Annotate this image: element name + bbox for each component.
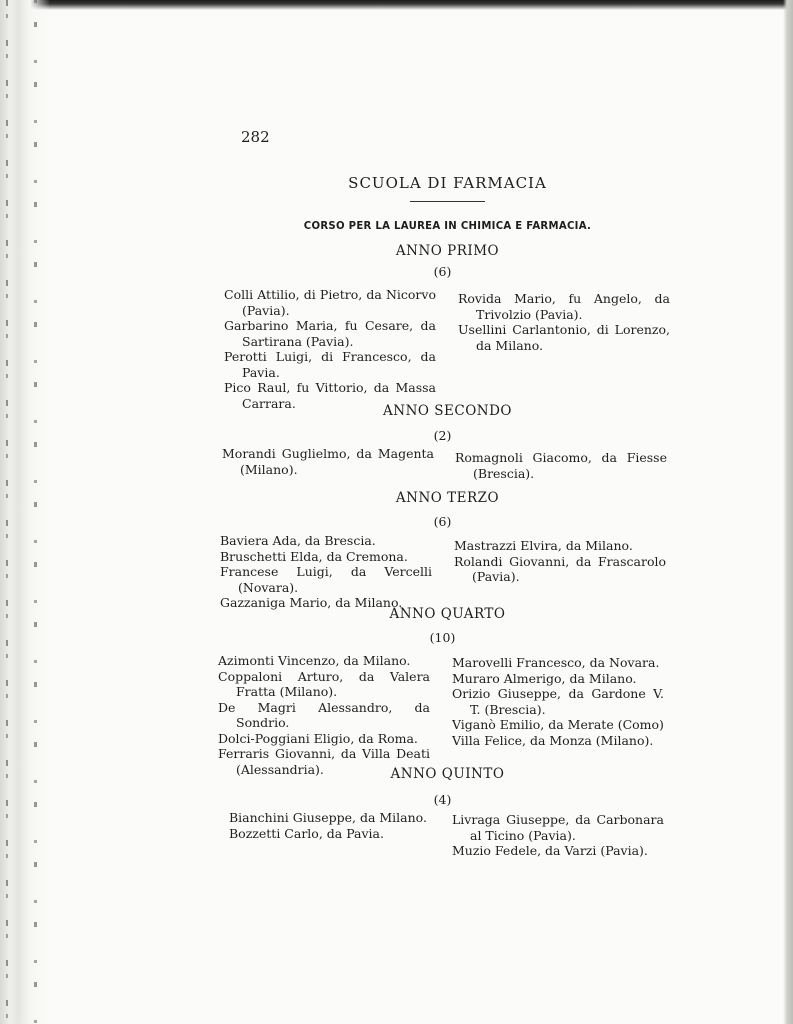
student-entry: Dolci-Poggiani Eligio, da Roma. bbox=[218, 730, 418, 746]
student-entry: Mastrazzi Elvira, da Milano. bbox=[454, 538, 633, 553]
student-entry: Bozzetti Carlo, da Pavia. bbox=[229, 825, 384, 841]
scan-binding-edge bbox=[0, 0, 50, 1024]
student-entry: Morandi Guglielmo, da Magenta (Milano). bbox=[222, 446, 434, 477]
year-heading-quarto: ANNO QUARTO bbox=[389, 606, 506, 622]
year-heading-terzo: ANNO TERZO bbox=[395, 490, 500, 506]
student-entry: Colli Attilio, di Pietro, da Nicorvo (Pavia). bbox=[224, 287, 436, 318]
year-heading-quinto: ANNO QUINTO bbox=[390, 766, 505, 782]
year-quinto-right-column bbox=[452, 812, 664, 859]
student-entry: Marovelli Francesco, da Novara. bbox=[452, 655, 660, 670]
year-count-quarto: (10) bbox=[429, 630, 456, 645]
page-number: 282 bbox=[241, 128, 270, 146]
section-title: SCUOLA DI FARMACIA bbox=[348, 174, 547, 192]
student-entry: Bianchini Giuseppe, da Milano. bbox=[229, 810, 427, 825]
student-entry: Usellini Carlantonio, di Lorenzo, da Milano. bbox=[458, 322, 670, 353]
year-quarto-left-column bbox=[218, 653, 430, 777]
course-title: CORSO PER LA LAUREA IN CHIMICA E FARMACIA. bbox=[303, 219, 592, 232]
year-primo-right-column bbox=[458, 291, 670, 353]
year-count-terzo: (6) bbox=[433, 514, 452, 529]
title-divider bbox=[410, 201, 485, 202]
year-count-secondo: (2) bbox=[433, 428, 452, 443]
student-entry: Bruschetti Elda, da Cremona. bbox=[220, 548, 408, 564]
student-entry: Francese Luigi, da Vercelli (Novara). bbox=[220, 564, 432, 595]
student-entry: Perotti Luigi, di Francesco, da Pavia. bbox=[224, 349, 436, 380]
student-entry: Pico Raul, fu Vittorio, da Massa Carrara. bbox=[224, 380, 436, 411]
student-entry: Garbarino Maria, fu Cesare, da Sartirana (Pavia). bbox=[224, 318, 436, 349]
student-entry: Rolandi Giovanni, da Frascarolo (Pavia). bbox=[454, 553, 666, 584]
student-entry: Muzio Fedele, da Varzi (Pavia). bbox=[452, 843, 648, 858]
student-entry: Baviera Ada, da Brescia. bbox=[220, 533, 376, 548]
year-heading-secondo: ANNO SECONDO bbox=[383, 403, 512, 419]
student-entry: Rovida Mario, fu Angelo, da Trivolzio (Pavia). bbox=[458, 291, 670, 322]
student-entry: Muraro Almerigo, da Milano. bbox=[452, 670, 637, 686]
year-count-primo: (6) bbox=[433, 264, 452, 279]
student-entry: Romagnoli Giacomo, da Fiesse (Brescia). bbox=[455, 450, 667, 481]
scan-right-edge bbox=[783, 0, 793, 1024]
year-primo-left-column bbox=[224, 287, 436, 411]
year-terzo-left-column bbox=[220, 533, 432, 611]
year-terzo-right-column bbox=[454, 538, 666, 585]
student-entry: Viganò Emilio, da Merate (Como) bbox=[452, 717, 664, 732]
student-entry: Gazzaniga Mario, da Milano. bbox=[220, 595, 403, 610]
year-count-quinto: (4) bbox=[433, 792, 452, 807]
student-entry: Villa Felice, da Monza (Milano). bbox=[452, 732, 654, 748]
year-quinto-left-column bbox=[229, 810, 441, 841]
student-entry: Azimonti Vincenzo, da Milano. bbox=[218, 653, 411, 668]
student-entry: Livraga Giuseppe, da Carbonara al Ticino (Pavia). bbox=[452, 812, 664, 843]
year-secondo-left-column bbox=[222, 446, 434, 477]
year-heading-primo: ANNO PRIMO bbox=[395, 243, 500, 259]
student-entry: De Magri Alessandro, da Sondrio. bbox=[218, 699, 430, 730]
student-entry: Ferraris Giovanni, da Villa Deati (Alessandria). bbox=[218, 746, 430, 777]
student-entry: Orizio Giuseppe, da Gardone V. T. (Brescia). bbox=[452, 686, 664, 717]
student-entry: Coppaloni Arturo, da Valera Fratta (Milano). bbox=[218, 668, 430, 699]
scan-top-shadow bbox=[0, 0, 793, 10]
year-quarto-right-column bbox=[452, 655, 664, 748]
year-secondo-right-column bbox=[455, 450, 667, 481]
